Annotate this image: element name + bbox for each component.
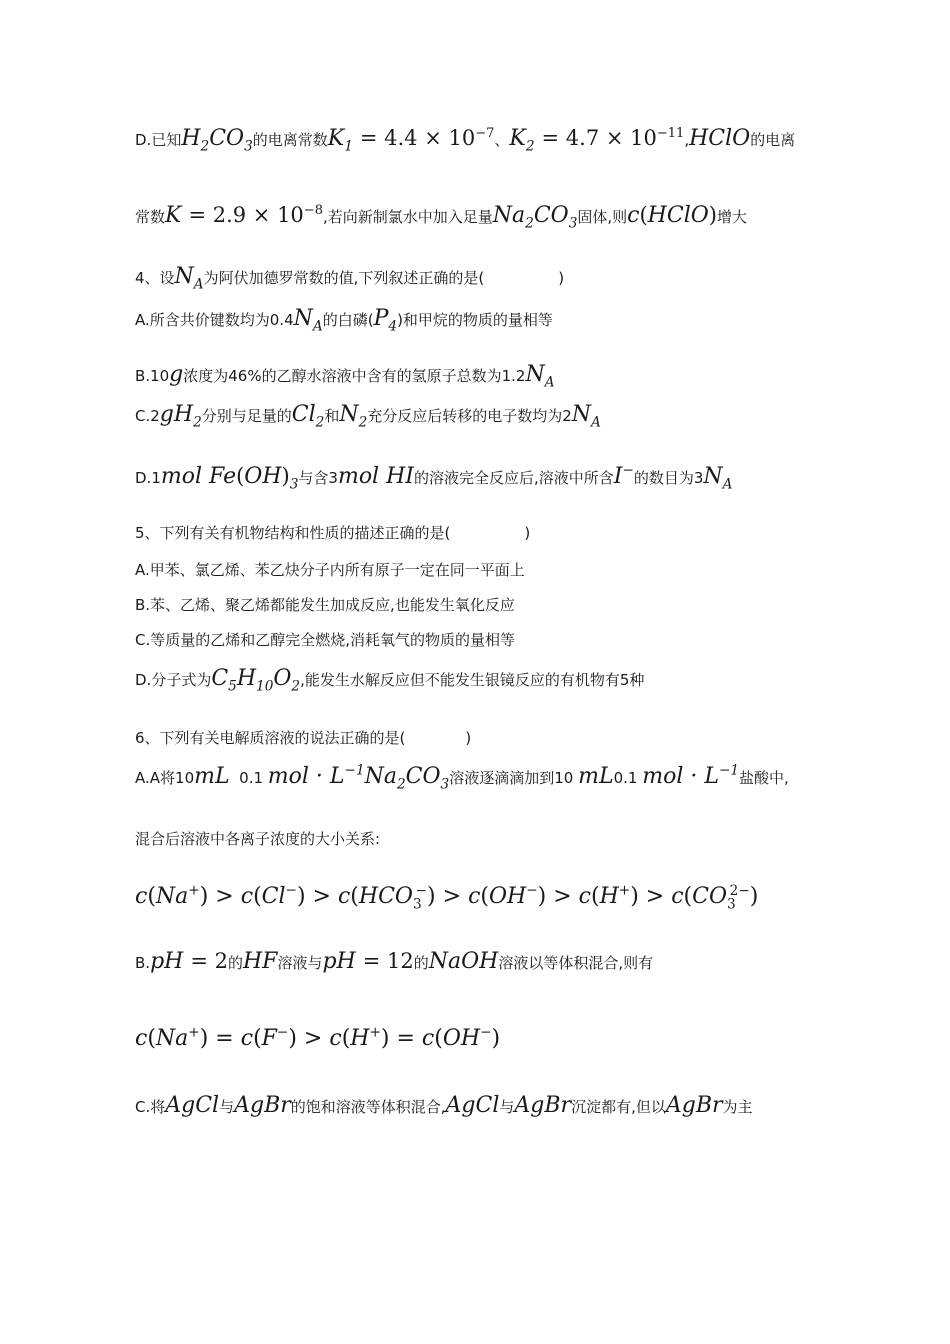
text: B.10	[135, 367, 170, 385]
formula-h2co3: $H_2CO_3$	[181, 126, 253, 155]
q3-option-d-line2	[135, 203, 747, 232]
formula-agbr: AgBr	[514, 1093, 572, 1118]
formula-g: g	[169, 362, 184, 387]
q5-stem	[135, 526, 530, 541]
formula-hf: HF	[242, 949, 278, 974]
q6-option-a-line2: 混合后溶液中各离子浓度的大小关系:	[135, 830, 381, 848]
text: B.	[135, 954, 151, 972]
q5-option-b: B.苯、乙烯、聚乙烯都能发生加成反应,也能发生氧化反应	[135, 596, 515, 614]
q6-option-b-line1	[135, 951, 653, 973]
text: 的电离常数	[252, 131, 328, 149]
text: 的白磷(	[322, 311, 374, 329]
text: 浓度为46%的乙醇水溶液中含有的氢原子总数为1.2	[183, 367, 526, 385]
text: 的溶液完全反应后,溶液中所含	[413, 469, 614, 487]
formula-cl2: $Cl_2$	[291, 402, 325, 431]
text: 的饱和溶液等体积混合,	[290, 1098, 446, 1116]
text: A.A将10	[135, 769, 195, 787]
formula-na2co3: $Na_2CO_3$	[492, 203, 578, 232]
q6-option-a-line1	[135, 762, 789, 793]
formula-na: $N_A$	[525, 362, 555, 391]
text: 溶液与	[277, 954, 323, 972]
formula-ml: mL	[194, 764, 230, 789]
formula-k1: $K_1 = 4.4 \times 10^{-7}$	[327, 126, 495, 155]
text: 分别与足量的	[201, 407, 292, 425]
text: C.2	[135, 407, 160, 425]
formula-agbr: AgBr	[665, 1093, 723, 1118]
text: 溶液以等体积混合,则有	[498, 954, 654, 972]
text: 为阿伏加德罗常数的值,下列叙述正确的是(	[203, 269, 485, 287]
text: )和甲烷的物质的量相等	[397, 311, 553, 329]
text: 常数	[135, 208, 166, 226]
formula-mol-feoh3: mol $Fe(OH)_3$	[160, 464, 299, 493]
q4-option-d	[135, 462, 733, 493]
formula-c-hclo: c(HClO)	[627, 203, 717, 228]
text: 4、设	[135, 269, 175, 287]
formula-agcl: AgCl	[165, 1093, 220, 1118]
text: 的	[227, 954, 243, 972]
q4-stem	[135, 264, 565, 293]
text: 的	[413, 954, 429, 972]
formula-g-h2: $gH_2$	[159, 402, 202, 431]
text: 增大	[716, 208, 747, 226]
text: ,能发生水解反应但不能发生银镜反应的有机物有5种	[300, 671, 645, 689]
text: 与	[219, 1098, 235, 1116]
q5-option-a: A.甲苯、氯乙烯、苯乙炔分子内所有原子一定在同一平面上	[135, 561, 525, 579]
formula-agbr: AgBr	[234, 1093, 291, 1118]
q4-option-b	[135, 362, 555, 391]
text: 的数目为3	[633, 469, 704, 487]
formula-na: $N_A$	[293, 306, 323, 335]
text: )	[558, 269, 565, 287]
text: D.1	[135, 469, 161, 487]
formula-mol-l: mol · $L^{-1}$	[642, 762, 740, 789]
formula-p4: $P_4$	[373, 306, 398, 335]
text: 的电离	[750, 131, 796, 149]
formula-na: $N_A$	[571, 402, 601, 431]
formula-agcl: AgCl	[445, 1093, 500, 1118]
formula-n2: $N_2$	[339, 402, 368, 431]
text: )	[465, 729, 472, 747]
text: 溶液逐滴滴加到10	[449, 769, 574, 787]
text: A.所含共价键数均为0.4	[135, 311, 294, 329]
formula-c5h10o2: $C_5H_{10}O_2$	[211, 666, 301, 695]
text: 与含3	[298, 469, 338, 487]
text: 与	[499, 1098, 515, 1116]
formula-i-minus: I−	[613, 462, 634, 489]
text: 6、下列有关电解质溶液的说法正确的是(	[135, 729, 406, 747]
formula-ph2: pH = 2	[150, 949, 228, 974]
text: ,若向新制氯水中加入足量	[322, 208, 493, 226]
formula-mol-hi: mol HI	[337, 464, 414, 489]
text: 0.1	[613, 769, 638, 787]
formula-na: $N_A$	[703, 464, 733, 493]
text: D.已知	[135, 131, 182, 149]
text: ,	[684, 131, 690, 149]
q6-option-b-equation: c(Na+) = c(F−) > c(H+) = c(OH−)	[135, 1024, 501, 1051]
q3-option-d-line1	[135, 126, 796, 155]
q6-stem	[135, 731, 471, 746]
formula-hclo: HClO	[689, 126, 751, 151]
text: 沉淀都有,但以	[571, 1098, 666, 1116]
formula-k: $K = 2.9 \times 10^{-8}$	[165, 203, 323, 228]
q4-option-c	[135, 402, 601, 431]
text: 5、下列有关有机物结构和性质的描述正确的是(	[135, 524, 451, 542]
text: C.将	[135, 1098, 166, 1116]
formula-ml: mL	[578, 764, 614, 789]
formula-na: $N_A$	[174, 264, 204, 293]
text: )	[524, 524, 531, 542]
text: D.分子式为	[135, 671, 212, 689]
formula-mol-l-na2co3: mol · $L^{-1}Na_2CO_3$	[267, 762, 450, 793]
formula-ph12: pH = 12	[322, 949, 414, 974]
text: 、	[494, 131, 510, 149]
q6-option-c	[135, 1095, 753, 1117]
text: 充分反应后转移的电子数均为2	[367, 407, 572, 425]
text: 固体,则	[577, 208, 628, 226]
q5-option-d	[135, 666, 645, 695]
text: 和	[324, 407, 340, 425]
q5-option-c: C.等质量的乙烯和乙醇完全燃烧,消耗氧气的物质的量相等	[135, 631, 516, 649]
q4-option-a	[135, 306, 553, 335]
text: 为主	[722, 1098, 753, 1116]
formula-k2: $K_2 = 4.7 \times 10^{-11}$	[509, 126, 685, 155]
text: 0.1	[239, 769, 264, 787]
formula-naoh: NaOH	[428, 949, 499, 974]
q6-option-a-equation: $c(Na^+) > c(Cl^-) > c(HCO_3^-) > c(OH^-) > c(H^+) > c(CO_3^{2-})$	[135, 882, 759, 913]
text: 盐酸中,	[739, 769, 789, 787]
